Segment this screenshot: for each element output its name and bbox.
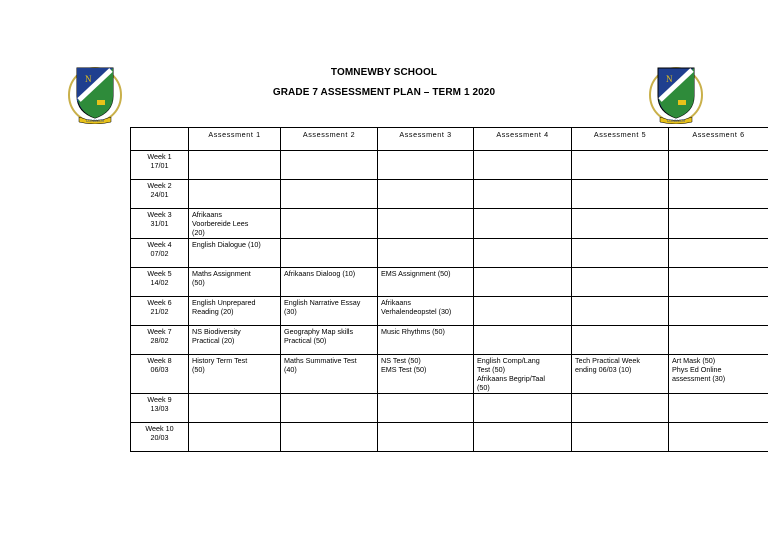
week-label: Week 1 [147,152,172,161]
assessment-cell [572,297,669,326]
assessment-cell: Afrikaans Voorbereide Lees (20) [189,209,281,239]
week-label: Week 9 [147,395,172,404]
assessment-cell: Maths Assignment (50) [189,268,281,297]
school-name: TOMNEWBY SCHOOL [330,67,438,78]
week-cell [131,394,189,423]
table-row [131,423,768,452]
assessment-cell [669,180,768,209]
assessment-cell: History Term Test (50) [189,355,281,394]
assessment-cell [281,180,378,209]
assessment-cell: English Comp/Lang Test (50) Afrikaans Begrip/Taal (50) [474,355,572,394]
week-cell [131,268,189,297]
assessment-cell [281,394,378,423]
assessment-cell [572,394,669,423]
assessment-table [130,127,768,452]
assessment-cell [189,394,281,423]
column-header-assessment-4: Assessment 4 [474,128,572,151]
week-cell [131,151,189,180]
week-date: 14/02 [150,278,169,287]
assessment-cell [378,239,474,268]
assessment-cell: EMS Assignment (50) [378,268,474,297]
week-cell [131,297,189,326]
assessment-cell [572,151,669,180]
assessment-cell [669,239,768,268]
column-header-week [131,128,189,151]
svg-text:N: N [666,74,673,84]
assessment-cell [474,209,572,239]
assessment-cell [474,423,572,452]
assessment-cell [189,151,281,180]
page-title: GRADE 7 ASSESSMENT PLAN – TERM 1 2020 [272,87,496,98]
week-cell [131,239,189,268]
table-row [131,209,768,239]
assessment-cell: NS Biodiversity Practical (20) [189,326,281,355]
week-label: Week 8 [147,356,172,365]
assessment-cell: Maths Summative Test (40) [281,355,378,394]
week-date: 20/03 [150,433,169,442]
crest-motto: CONAMOR [85,119,105,123]
assessment-cell [474,297,572,326]
assessment-cell: Tech Practical Week ending 06/03 (10) [572,355,669,394]
assessment-cell [281,239,378,268]
assessment-cell: English Narrative Essay (30) [281,297,378,326]
column-header-assessment-6: Assessment 6 [669,128,768,151]
week-label: Week 7 [147,327,172,336]
week-cell [131,209,189,239]
assessment-cell [281,209,378,239]
assessment-cell [281,423,378,452]
assessment-cell [669,297,768,326]
assessment-cell: Music Rhythms (50) [378,326,474,355]
assessment-cell: English Unprepared Reading (20) [189,297,281,326]
week-date: 21/02 [150,307,169,316]
column-header-assessment-3: Assessment 3 [378,128,474,151]
assessment-cell [572,180,669,209]
column-header-assessment-2: Assessment 2 [281,128,378,151]
column-header-assessment-5: Assessment 5 [572,128,669,151]
week-cell [131,355,189,394]
assessment-cell [669,394,768,423]
crest-motto: CONAMOR [666,119,686,123]
table-row [131,394,768,423]
assessment-cell [669,151,768,180]
assessment-cell [669,326,768,355]
assessment-cell [572,209,669,239]
assessment-cell [474,394,572,423]
assessment-cell [378,209,474,239]
table-row [131,297,768,326]
week-cell [131,423,189,452]
week-date: 07/02 [150,249,169,258]
assessment-cell [669,268,768,297]
table-row [131,326,768,355]
assessment-cell: Afrikaans Verhalendeopstel (30) [378,297,474,326]
assessment-cell: English Dialogue (10) [189,239,281,268]
week-date: 31/01 [150,219,169,228]
svg-text:N: N [85,74,92,84]
table-row [131,268,768,297]
week-label: Week 3 [147,210,172,219]
table-row [131,180,768,209]
assessment-cell [572,268,669,297]
week-label: Week 5 [147,269,172,278]
assessment-cell [572,239,669,268]
assessment-cell [378,151,474,180]
week-date: 24/01 [150,190,169,199]
assessment-cell [474,326,572,355]
assessment-cell [669,209,768,239]
assessment-cell [378,423,474,452]
assessment-cell [189,423,281,452]
table-row [131,355,768,394]
week-cell [131,326,189,355]
week-date: 28/02 [150,336,169,345]
table-header-row [131,128,768,151]
assessment-cell [572,326,669,355]
assessment-cell: Afrikaans Dialoog (10) [281,268,378,297]
week-date: 17/01 [150,161,169,170]
table-row [131,239,768,268]
assessment-cell: NS Test (50) EMS Test (50) [378,355,474,394]
assessment-cell [378,394,474,423]
assessment-cell [378,180,474,209]
assessment-cell [189,180,281,209]
week-date: 13/03 [150,404,169,413]
table-row [131,151,768,180]
week-date: 06/03 [150,365,169,374]
assessment-cell [474,180,572,209]
assessment-cell [669,423,768,452]
column-header-assessment-1: Assessment 1 [189,128,281,151]
week-cell [131,180,189,209]
assessment-cell [474,268,572,297]
assessment-cell [474,239,572,268]
assessment-cell: Art Mask (50) Phys Ed Online assessment (30) [669,355,768,394]
assessment-cell: Geography Map skills Practical (50) [281,326,378,355]
week-label: Week 2 [147,181,172,190]
assessment-cell [572,423,669,452]
assessment-cell [474,151,572,180]
week-label: Week 10 [145,424,174,433]
week-label: Week 4 [147,240,172,249]
week-label: Week 6 [147,298,172,307]
assessment-cell [281,151,378,180]
